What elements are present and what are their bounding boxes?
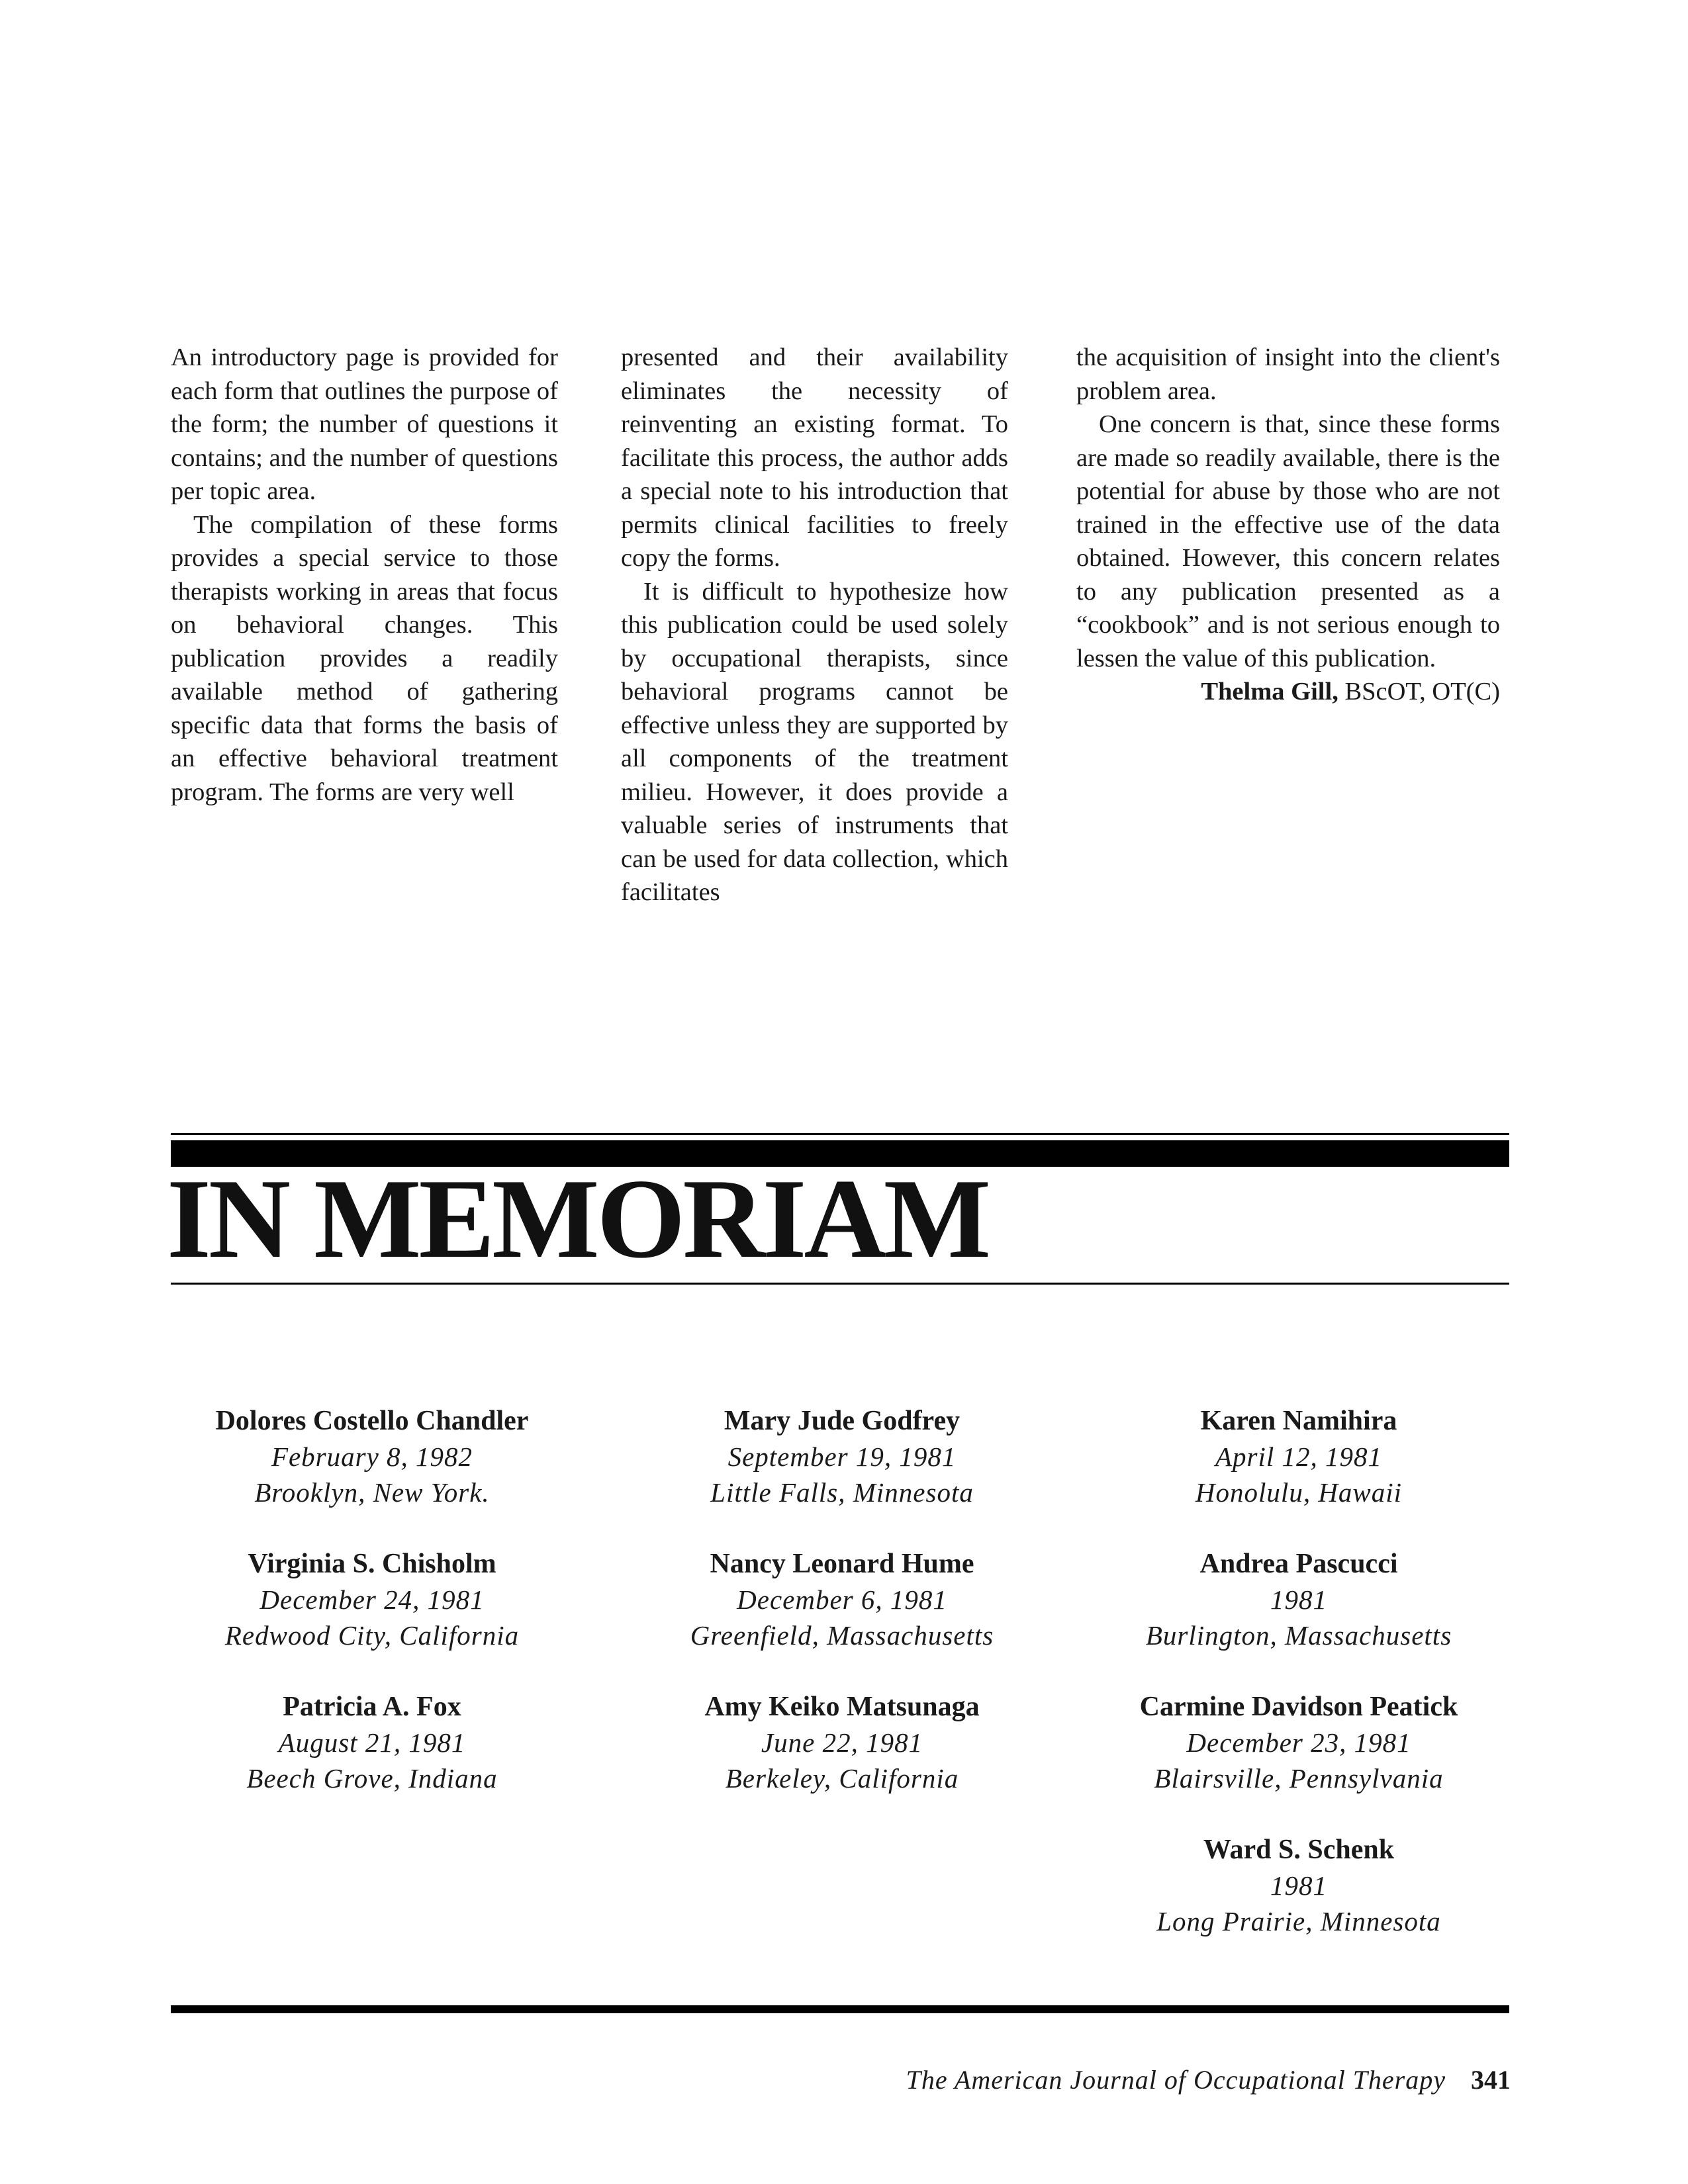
- entry-date: December 24, 1981: [259, 1584, 485, 1615]
- reviewer-name: Thelma Gill,: [1201, 678, 1338, 705]
- memorial-entry: [610, 1546, 1074, 1689]
- entry-name: Amy Keiko Matsunaga: [704, 1692, 980, 1722]
- memorial-entry: [610, 1689, 1074, 1832]
- entry-place: Berkeley, California: [725, 1763, 959, 1794]
- page-number: 341: [1471, 2065, 1511, 2095]
- review-paragraph: One concern is that, since these forms are made so readily available, there is the potential for abuse by those who are not trained in the effective use of the data obtained. However, this concern relates to any publication presented as a “cookbook” and is not serious enough to lessen the value of this publication.: [1076, 410, 1500, 672]
- entry-name: Nancy Leonard Hume: [710, 1549, 974, 1579]
- review-column-1: [171, 341, 558, 809]
- entry-place: Burlington, Massachusetts: [1145, 1620, 1452, 1651]
- memorial-entry: [140, 1403, 604, 1546]
- entry-date: 1981: [1270, 1870, 1327, 1901]
- entry-name: Dolores Costello Chandler: [215, 1406, 529, 1436]
- memorial-column-1: [140, 1403, 604, 1832]
- section-heading: IN MEMORIAM: [167, 1156, 989, 1282]
- entry-place: Long Prairie, Minnesota: [1156, 1906, 1441, 1936]
- entry-date: 1981: [1270, 1584, 1327, 1615]
- review-column-2: [621, 341, 1008, 909]
- entry-name: Mary Jude Godfrey: [724, 1406, 961, 1436]
- entry-place: Honolulu, Hawaii: [1195, 1477, 1403, 1508]
- heading-underline-rule: [171, 1283, 1509, 1285]
- footer-rule: [171, 2005, 1509, 2013]
- page-footer: [906, 2064, 1511, 2097]
- memorial-column-2: [610, 1403, 1074, 1832]
- memorial-entry: [610, 1403, 1074, 1546]
- review-paragraph: An introductory page is provided for each form that outlines the purpose of the form; the number of questions it contains; and the number of questions per topic area.: [171, 343, 558, 505]
- entry-place: Brooklyn, New York.: [254, 1477, 490, 1508]
- review-paragraph: presented and their availability eliminates the necessity of reinventing an existing format. To facilitate this process, the author adds a special note to his introduction that permits clinical facilities to freely copy the forms.: [621, 343, 1008, 572]
- review-signature: [1076, 675, 1500, 709]
- entry-date: April 12, 1981: [1215, 1441, 1383, 1472]
- review-column-3: [1076, 341, 1500, 709]
- entry-date: September 19, 1981: [727, 1441, 957, 1472]
- entry-date: December 6, 1981: [737, 1584, 947, 1615]
- entry-place: Redwood City, California: [224, 1620, 520, 1651]
- entry-place: Greenfield, Massachusetts: [690, 1620, 994, 1651]
- entry-date: August 21, 1981: [278, 1727, 466, 1758]
- entry-name: Karen Namihira: [1200, 1406, 1397, 1436]
- review-paragraph: the acquisition of insight into the client's problem area.: [1076, 343, 1500, 405]
- memorial-entry: [1067, 1832, 1530, 1975]
- reviewer-credentials: BScOT, OT(C): [1344, 678, 1500, 705]
- entry-name: Andrea Pascucci: [1199, 1549, 1398, 1579]
- memorial-entry: [140, 1546, 604, 1689]
- journal-title: The American Journal of Occupational Therapy: [906, 2065, 1446, 2095]
- review-paragraph: The compilation of these forms provides a special service to those therapists working in areas that focus on behavioral changes. This publication provides a readily available method of gathering specific data that forms the basis of an effective behavioral treatment program. The forms are very well: [171, 510, 558, 806]
- entry-name: Virginia S. Chisholm: [248, 1549, 496, 1579]
- entry-date: June 22, 1981: [761, 1727, 923, 1758]
- memorial-column-3: [1067, 1403, 1530, 1975]
- section-rule-thin: [171, 1133, 1509, 1135]
- entry-name: Ward S. Schenk: [1203, 1835, 1395, 1865]
- memorial-entry: [1067, 1403, 1530, 1546]
- entry-date: December 23, 1981: [1186, 1727, 1411, 1758]
- entry-place: Beech Grove, Indiana: [246, 1763, 498, 1794]
- review-paragraph: It is difficult to hypothesize how this publication could be used solely by occupational therapists, since behavioral programs cannot be effective unless they are supported by all components of the treatment milieu. However, it does provide a valuable series of instruments that can be used for data collection, which facilitates: [621, 577, 1008, 906]
- memorial-entry: [140, 1689, 604, 1832]
- memorial-entry: [1067, 1546, 1530, 1689]
- entry-name: Carmine Davidson Peatick: [1139, 1692, 1458, 1722]
- entry-place: Blairsville, Pennsylvania: [1154, 1763, 1444, 1794]
- entry-name: Patricia A. Fox: [283, 1692, 461, 1722]
- entry-date: February 8, 1982: [271, 1441, 473, 1472]
- entry-place: Little Falls, Minnesota: [710, 1477, 974, 1508]
- memorial-entry: [1067, 1689, 1530, 1832]
